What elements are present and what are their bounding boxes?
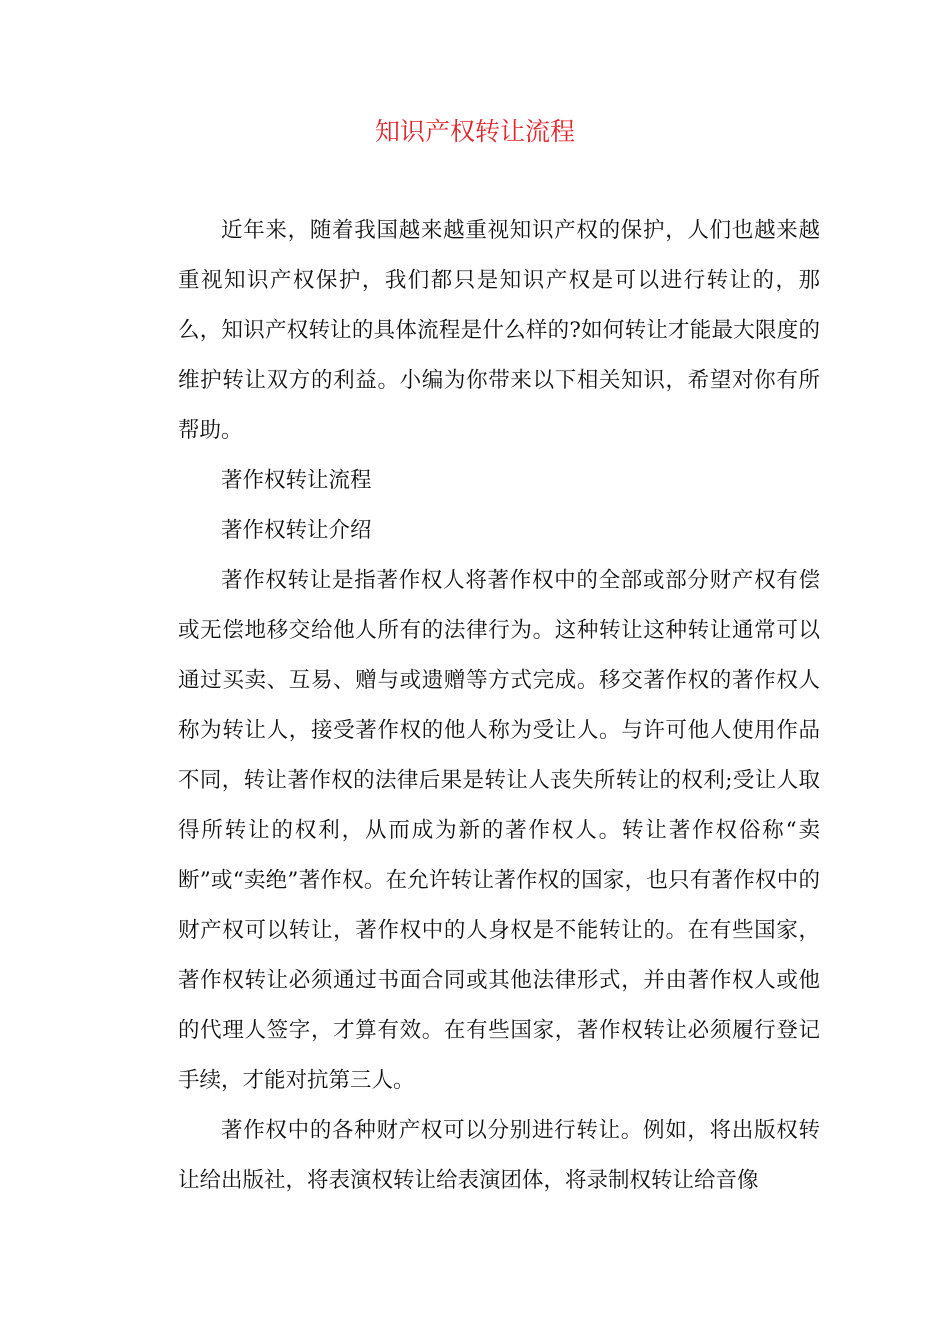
paragraph-heading-copyright-transfer-process: 著作权转让流程 — [221, 468, 372, 493]
paragraph-heading-copyright-transfer-intro: 著作权转让介绍 — [221, 518, 372, 543]
paragraph-property-rights-transfer: 著作权中的各种财产权可以分别进行转让。例如，将出版权转让给出版社，将表演权转让给表演团体，将录制权转让给音像 — [178, 1118, 820, 1193]
document-title: 知识产权转让流程 — [374, 117, 575, 146]
document-body — [178, 206, 820, 1206]
paragraph-intro: 近年来，随着我国越来越重视知识产权的保护，人们也越来越重视知识产权保护，我们都只是知识产权是可以进行转让的，那么，知识产权转让的具体流程是什么样的?如何转让才能最大限度的维护转让双方的利益。小编为你带来以下相关知识，希望对你有所帮助。 — [178, 218, 820, 443]
paragraph-copyright-transfer-definition: 著作权转让是指著作权人将著作权中的全部或部分财产权有偿或无偿地移交给他人所有的法律行为。这种转让这种转让通常可以通过买卖、互易、赠与或遗赠等方式完成。移交著作权的著作权人称为转让人，接受著作权的他人称为受让人。与许可他人使用作品不同，转让著作权的法律后果是转让人丧失所转让的权利;受让人取得所转让的权利，从而成为新的著作权人。转让著作权俗称“卖断”或“卖绝”著作权。在允许转让著作权的国家，也只有著作权中的财产权可以转让，著作权中的人身权是不能转让的。在有些国家，著作权转让必须通过书面合同或其他法律形式，并由著作权人或他的代理人签字，才算有效。在有些国家，著作权转让必须履行登记手续，才能对抗第三人。 — [178, 568, 820, 1093]
